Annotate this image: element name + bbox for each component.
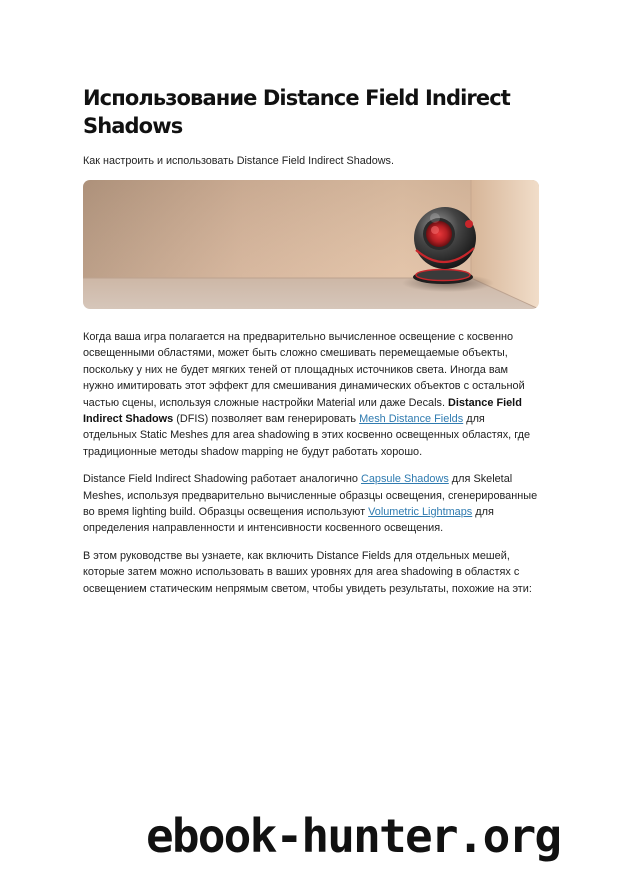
text-span: для определения направленности и интенсивности косвенного освещения. xyxy=(83,506,494,535)
article xyxy=(83,84,539,597)
text-span: Distance Field Indirect Shadowing работает аналогично xyxy=(83,473,361,486)
guide-paragraph: В этом руководстве вы узнаете, как включить Distance Fields для отдельных мешей, которые затем можно использовать в ваших уровнях для area shadowing в областях с освещением статическим непрямым светом, чтобы увидеть результаты, похожие на эти: xyxy=(83,549,532,595)
capsule-shadows-link[interactable]: Capsule Shadows xyxy=(360,473,449,486)
page-title: Использование Distance Field Indirect Shadows xyxy=(83,86,510,138)
volumetric-lightmaps-link[interactable]: Volumetric Lightmaps xyxy=(368,506,473,519)
text-span: для отдельных Static Meshes для area shadowing в этих косвенно освещенных областях, где традиционные методы shadow mapping не будут работать хорошо. xyxy=(83,413,531,458)
dfis-paragraph xyxy=(83,471,539,537)
watermark: ebook-hunter.org xyxy=(146,809,561,863)
intro-paragraph xyxy=(83,329,539,460)
hero-image xyxy=(83,180,539,309)
text-span: для Skeletal Meshes, используя предварительно вычисленные образцы освещения, сгенерированные во время lighting build. Образцы освещения используют xyxy=(83,473,538,519)
text-span: (DFIS) позволяет вам генерировать xyxy=(173,413,360,426)
text-span: Когда ваша игра полагается на предварительно вычисленное освещение с косвенно освещенными областями, может быть сложно смешивать перемещаемые объекты, поскольку у них не будет мягких теней от площадных источников света. Иногда вам нужно имитировать этот эффект для смешивания динамических объектов с остальной частью сцены, используя сложные настройки Material или даже Decals. xyxy=(83,331,525,409)
page-subtitle: Как настроить и использовать Distance Field Indirect Shadows. xyxy=(83,155,394,167)
dfis-term: Distance Field Indirect Shadows xyxy=(83,396,522,426)
mesh-distance-fields-link[interactable]: Mesh Distance Fields xyxy=(359,413,464,426)
